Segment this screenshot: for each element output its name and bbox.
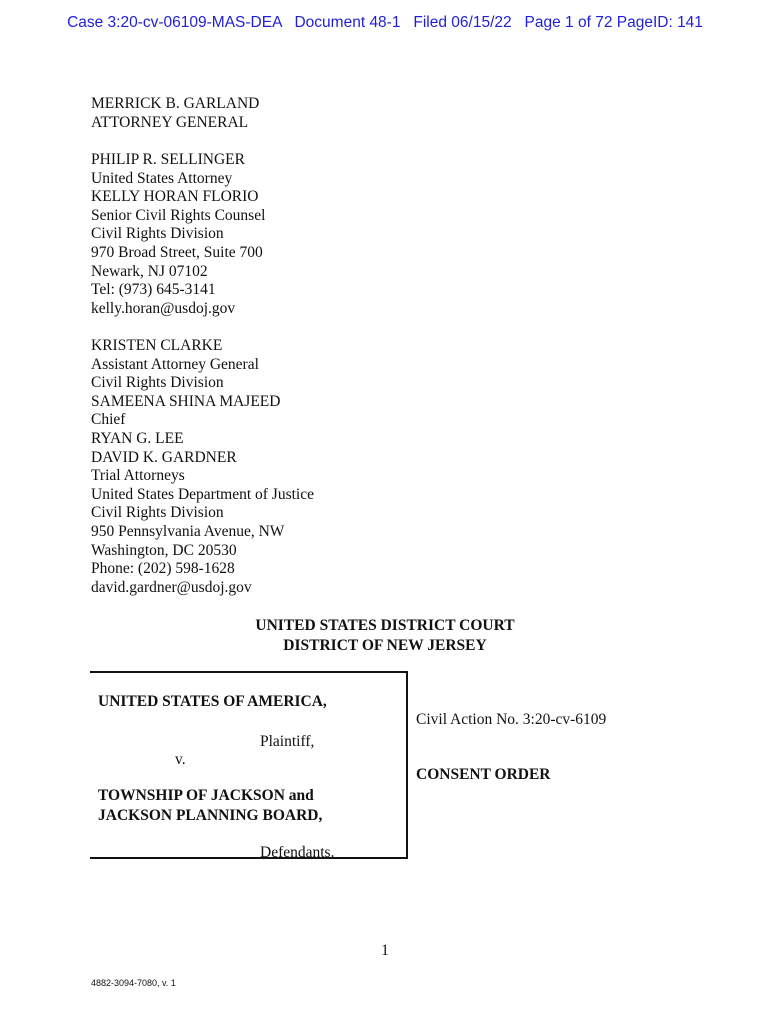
us-attorney-line: Tel: (973) 645-3141 [91,281,216,299]
us-attorney-line: kelly.horan@usdoj.gov [91,299,236,317]
us-attorney-line: KELLY HORAN FLORIO [91,188,259,206]
page-number: 1 [381,942,389,959]
plaintiff-name: UNITED STATES OF AMERICA, [98,693,327,710]
civil-rights-counsel-line: Civil Rights Division [91,374,224,392]
defendant-role: Defendants. [260,844,335,861]
civil-rights-counsel-line: 950 Pennsylvania Avenue, NW [91,522,285,540]
attorney-general-line: MERRICK B. GARLAND [91,95,260,112]
civil-rights-counsel-line: Chief [91,411,126,429]
us-attorney-line: Newark, NJ 07102 [91,262,208,280]
civil-rights-counsel-line: KRISTEN CLARKE [91,337,223,354]
civil-rights-counsel-line: david.gardner@usdoj.gov [91,578,252,596]
versus-label: v. [175,751,186,768]
civil-rights-counsel-line: Civil Rights Division [91,504,224,522]
us-attorney-line: PHILIP R. SELLINGER [91,151,245,168]
ecf-header-stamp: Case 3:20-cv-06109-MAS-DEA Document 48-1 Filed 06/15/22 Page 1 of 72 PageID: 141 [67,14,703,31]
attorney-general-line: ATTORNEY GENERAL [91,113,249,131]
plaintiff-role: Plaintiff, [260,733,315,750]
civil-rights-counsel-line: RYAN G. LEE [91,429,184,447]
civil-rights-division-block [91,337,314,597]
attorney-general-block [91,95,259,132]
us-attorney-block [91,151,265,318]
defendant-name-line-1: TOWNSHIP OF JACKSON and [98,787,314,804]
court-name: UNITED STATES DISTRICT COURT [255,617,515,634]
us-attorney-line: Senior Civil Rights Counsel [91,206,266,224]
court-district: DISTRICT OF NEW JERSEY [283,637,487,654]
court-heading [0,616,770,656]
defendant-name-line-2: JACKSON PLANNING BOARD, [98,807,323,824]
document-id: 4882-3094-7080, v. 1 [91,978,176,988]
document-title: CONSENT ORDER [416,766,551,783]
civil-rights-counsel-line: DAVID K. GARDNER [91,448,237,466]
civil-rights-counsel-line: United States Department of Justice [91,485,314,503]
case-caption-box [90,671,408,859]
civil-rights-counsel-line: SAMEENA SHINA MAJEED [91,392,281,410]
civil-rights-counsel-line: Phone: (202) 598-1628 [91,560,235,578]
civil-rights-counsel-line: Washington, DC 20530 [91,541,237,559]
us-attorney-line: Civil Rights Division [91,225,224,243]
us-attorney-line: United States Attorney [91,169,233,187]
civil-rights-counsel-line: Assistant Attorney General [91,355,259,373]
civil-action-number: Civil Action No. 3:20-cv-6109 [416,711,607,728]
defendant-name [98,786,322,826]
us-attorney-line: 970 Broad Street, Suite 700 [91,243,263,261]
civil-rights-counsel-line: Trial Attorneys [91,467,185,485]
